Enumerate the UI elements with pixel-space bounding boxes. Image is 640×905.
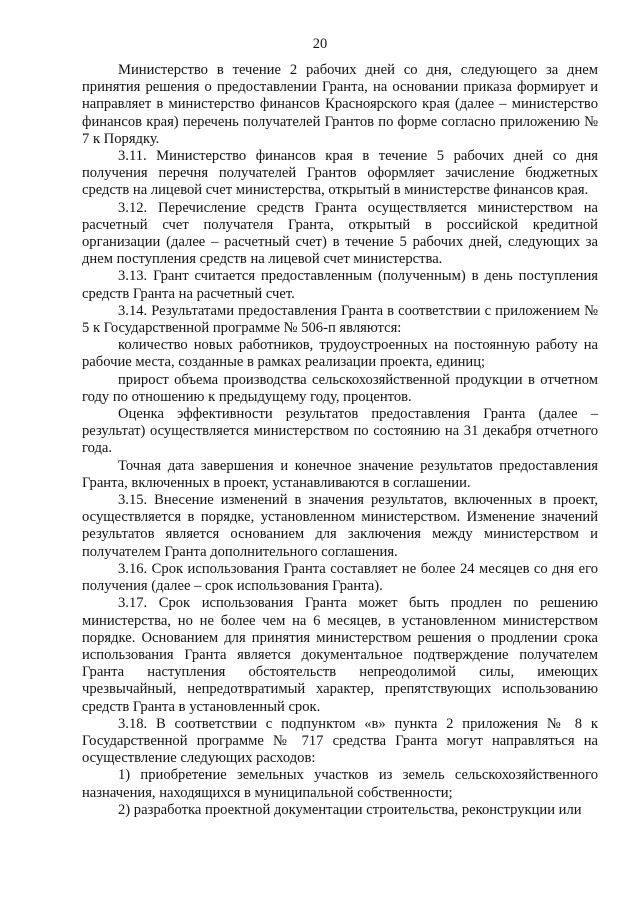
page-number: 20 — [312, 36, 328, 52]
document-body — [82, 62, 598, 819]
paragraph-item-1: 1) приобретение земельных участков из земель сельскохозяйственного назначения, находящихся в муниципальной собственности; — [82, 767, 598, 801]
paragraph-3-18: 3.18. В соответствии с подпунктом «в» пункта 2 приложения № 8 к Государственной программе № 717 средства Гранта могут направляться на осуществление следующих расходов: — [82, 715, 598, 767]
paragraph-result-workers: количество новых работников, трудоустроенных на постоянную работу на рабочие места, созданные в рамках реализации проекта, единиц; — [82, 337, 598, 371]
paragraph-result-production: прирост объема производства сельскохозяйственной продукции в отчетном году по отношению к предыдущему году, процентов. — [82, 371, 598, 405]
paragraph-3-16: 3.16. Срок использования Гранта составляет не более 24 месяцев со дня его получения (далее – срок использования Гранта). — [82, 560, 598, 595]
paragraph-3-14: 3.14. Результатами предоставления Гранта в соответствии с приложением № 5 к Государственной программе № 506-п являются: — [82, 302, 598, 337]
paragraph-3-17: 3.17. Срок использования Гранта может быть продлен по решению министерства, но не более чем на 6 месяцев, в установленном министерством порядке. Основанием для принятия министерством решения о продлении срока использования Гранта является документальное подтверждение получателем Гранта наступления обстоятельств непреодолимой силы, имеющих чрезвычайный, непредотвратимый характер, препятствующих использованию средств Гранта в установленный срок. — [82, 595, 598, 715]
paragraph-3-11: 3.11. Министерство финансов края в течение 5 рабочих дней со дня получения перечня получателей Грантов оформляет зачисление бюджетных средств на лицевой счет министерства, открытый в министерстве финансов края. — [82, 148, 598, 199]
paragraph-final-date: Точная дата завершения и конечное значение результатов предоставления Гранта, включенных в проект, устанавливаются в соглашении. — [82, 457, 598, 491]
paragraph-3-12: 3.12. Перечисление средств Гранта осуществляется министерством на расчетный счет получателя Гранта, открытый в российской кредитной организации (далее – расчетный счет) в течение 5 рабочих дней, следующих за днем поступления средств на лицевой счет министерства. — [82, 199, 598, 268]
paragraph-3-15: 3.15. Внесение изменений в значения результатов, включенных в проект, осуществляется в порядке, установленном министерством. Изменение значений результатов является основанием для заключения между министерством и получателем Гранта дополнительного соглашения. — [82, 492, 598, 560]
paragraph-item-2: 2) разработка проектной документации строительства, реконструкции или — [118, 801, 582, 818]
paragraph-ministry-list: Министерство в течение 2 рабочих дней со дня, следующего за днем принятия решения о предоставлении Гранта, на основании приказа формирует и направляет в министерство финансов Красноярского края (далее – министерство финансов края) перечень получателей Грантов по форме согласно приложению № 7 к Порядку. — [82, 62, 598, 147]
paragraph-evaluation: Оценка эффективности результатов предоставления Гранта (далее – результат) осуществляется министерством по состоянию на 31 декабря отчетного года. — [82, 406, 598, 457]
paragraph-3-13: 3.13. Грант считается предоставленным (полученным) в день поступления средств Гранта на расчетный счет. — [82, 268, 598, 302]
